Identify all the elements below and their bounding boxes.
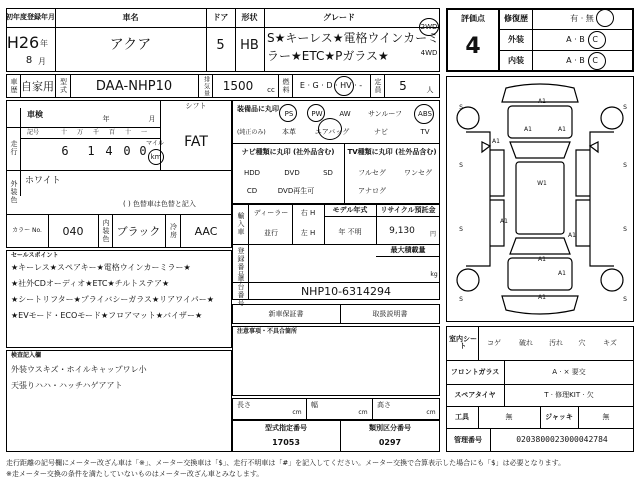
exterior-options: A · B · C <box>566 35 598 44</box>
eval-label: 評価点 <box>461 14 485 23</box>
drive-2wd: 2WD <box>420 22 438 31</box>
damage-label: A1 <box>558 126 566 133</box>
control-number: 0203800023000042784 <box>516 435 608 444</box>
interior-color: ブラック <box>116 224 161 238</box>
damage-label: A1 <box>538 98 546 105</box>
dimensions-row <box>232 398 440 420</box>
shift-value: FAT <box>184 134 208 150</box>
model-value: DAA-NHP10 <box>95 78 173 94</box>
fuel-options: E · G · D · HV · - <box>299 81 363 90</box>
side-mark: S <box>459 296 463 303</box>
eval-value: 4 <box>465 34 481 59</box>
km-label: km <box>150 152 162 161</box>
displacement-value: 1500 <box>222 79 254 93</box>
mileage-digit: 4 <box>105 144 113 158</box>
exterior-b-circle <box>588 31 606 49</box>
notes-block <box>232 326 440 396</box>
side-mark: S <box>459 226 463 233</box>
mileage-digit: 1 <box>87 144 95 158</box>
grade-label: グレード <box>323 12 355 22</box>
selling-point: ★シートリフター★プライバシーガラス★リアワイパー★ <box>11 295 214 304</box>
interior-b-circle <box>588 52 606 70</box>
shape-label: 形状 <box>241 12 258 22</box>
doors: 5 <box>216 37 225 53</box>
selling-point: ★EVモード・ECOモード★フロアマット★バイザー★ <box>11 311 203 320</box>
shape: HB <box>240 37 259 53</box>
era-year: H26 <box>6 33 40 52</box>
mileage-digit: 0 <box>139 144 147 158</box>
interior-options: A · B · C <box>566 56 598 65</box>
color-value: ホワイト <box>25 175 61 186</box>
chassis-value: NHP10-6314294 <box>300 285 392 298</box>
side-mark: S <box>459 162 463 169</box>
footer-note-1: 走行距離の記号欄にメーター改ざん車は「※」、メーター交換車は「$」、走行不明車は「#」を記入してください。メーター交換で合算表示した場合にも「$」は必要となります。 <box>6 458 566 467</box>
car-name-label: 車名 <box>122 12 139 22</box>
first-reg-label: 初年度登録年月 <box>6 13 55 21</box>
ac-value: AAC <box>194 224 218 238</box>
grade-line-2: ラー★ETC★Pガラス★ <box>267 49 389 63</box>
drive-4wd: 4WD <box>420 48 438 57</box>
inspector-note: 外装ウスキズ・ホイルキャップワレ小 <box>11 365 147 374</box>
damage-label: W1 <box>537 180 547 187</box>
repair-options: 有 · 無 <box>570 14 594 23</box>
recycle-value: 9,130 <box>389 225 415 236</box>
doors-label: ドア <box>212 12 229 22</box>
damage-label: A1 <box>500 218 508 225</box>
damage-label: A1 <box>538 256 546 263</box>
side-mark: S <box>623 226 627 233</box>
color-code: 040 <box>62 224 84 238</box>
side-mark: S <box>623 104 627 111</box>
fuel-hv-circle <box>334 76 354 96</box>
use-value: 自家用 <box>21 79 54 93</box>
type-value: 17053 <box>272 438 300 447</box>
category-value: 0297 <box>378 438 402 447</box>
inspector-note: 天張りハハ・ハッチハゲアアト <box>11 381 123 390</box>
side-mark: S <box>459 104 463 111</box>
selling-point: ★社外CDオーディオ★ETC★チルトステア★ <box>11 279 170 288</box>
damage-label: A1 <box>538 294 546 301</box>
car-name: アクア <box>109 37 152 53</box>
mileage-digit: 0 <box>123 144 131 158</box>
capacity-value: 5 <box>399 79 407 93</box>
side-mark: S <box>623 162 627 169</box>
damage-label: A1 <box>558 270 566 277</box>
damage-label: A1 <box>568 232 576 239</box>
repair-none-circle <box>596 9 614 27</box>
mileage-digit: 6 <box>61 144 69 158</box>
side-mark: S <box>623 296 627 303</box>
damage-label: A1 <box>492 138 500 145</box>
selling-point: ★キーレス★スペアキー★電格ウインカーミラー★ <box>11 263 191 272</box>
reg-month: 8 <box>25 55 33 66</box>
car-diagram-svg <box>446 76 634 322</box>
grade-line-1: S★キーレス★電格ウインカーミ <box>267 31 440 45</box>
footer-note-2: ※走メーター交換の条件を満たしていないものはメーター改ざん車とみなします。 <box>6 469 264 478</box>
damage-label: A1 <box>524 126 532 133</box>
